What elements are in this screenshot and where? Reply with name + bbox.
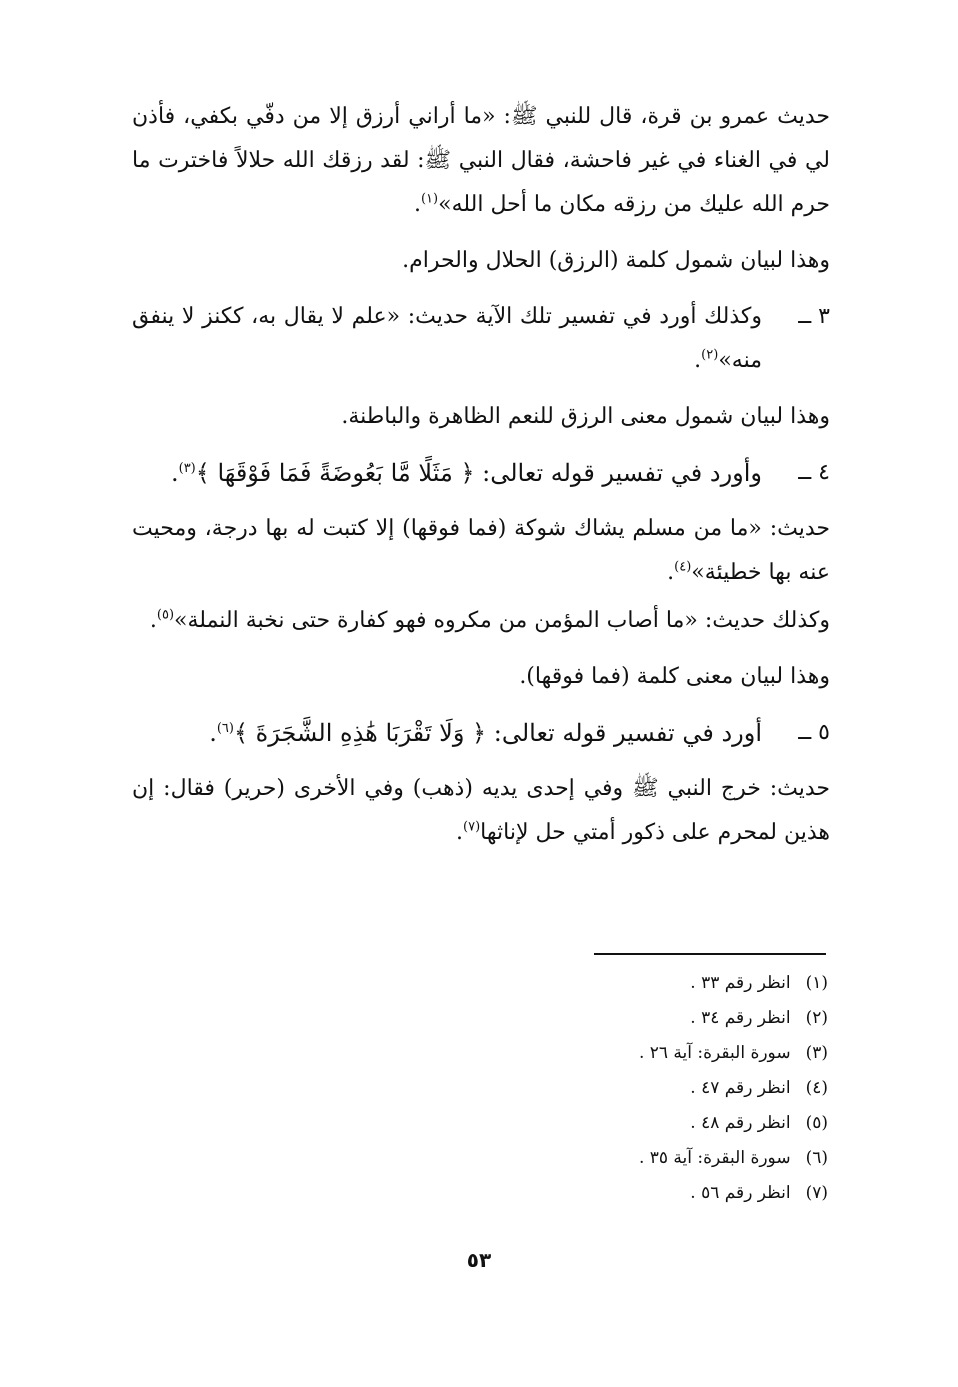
- paragraph-hadith-shawka: [132, 507, 830, 595]
- paragraph-end: .: [456, 820, 464, 845]
- footnote-item: [428, 966, 828, 1001]
- paragraph-rizq-niam: وهذا لبيان شمول معنى الرزق للنعم الظاهرة والباطنة.: [341, 404, 830, 429]
- list-item-3: [132, 295, 830, 383]
- footnote-ref-1: (١): [420, 191, 439, 207]
- list-item-5: [132, 711, 830, 755]
- footnote-text: سورة البقرة: آية ٣٥ .: [638, 1148, 791, 1168]
- footnote-number: (٥): [805, 1113, 828, 1133]
- item-end: .: [694, 348, 702, 373]
- footnote-text: انظر رقم ٣٣ .: [690, 973, 791, 993]
- item-end: .: [170, 459, 179, 487]
- footnote-ref-5: (٥): [156, 607, 175, 623]
- footnote-ref-3: (٣): [178, 461, 196, 476]
- footnote-text: انظر رقم ٤٧ .: [690, 1078, 791, 1098]
- footnote-text: انظر رقم ٣٤ .: [690, 1008, 791, 1028]
- item-text: [132, 295, 762, 383]
- item-end: .: [209, 719, 217, 747]
- footnote-number: (٢): [805, 1008, 828, 1028]
- item-body: وكذلك أورد في تفسير تلك الآية حديث: «علم لا يقال به، ككنز لا ينفق منه»: [132, 304, 762, 373]
- footnote-number: (٦): [805, 1148, 828, 1168]
- footnote-item: [428, 1071, 828, 1106]
- item-number: ٥ ــ: [798, 720, 830, 745]
- footnote-item: [428, 1106, 828, 1141]
- paragraph-hadith-gold-silk: [132, 767, 830, 855]
- paragraph-text: حديث: خرج النبي ﷺ وفي إحدى يديه (ذهب) وفي الأخرى (حرير) فقال: إن هذين لمحرم على ذكور أمتي حل لإناثها: [132, 776, 830, 845]
- footnote-item: [428, 1176, 828, 1211]
- paragraph-end: .: [667, 560, 675, 585]
- footnote-item: [428, 1036, 828, 1071]
- footnote-ref-7: (٧): [463, 819, 481, 835]
- paragraph-end: .: [149, 608, 157, 633]
- item-body: أورد في تفسير قوله تعالى: ﴿ وَلَا تَقْرَبَا هَٰذِهِ الشَّجَرَةَ ﴾: [233, 719, 762, 747]
- footnotes-list: [428, 966, 828, 1211]
- item-text: [132, 711, 762, 755]
- paragraph-hadith-kaffara: [132, 599, 830, 643]
- main-text: [132, 95, 830, 867]
- footnote-number: (١): [805, 973, 828, 993]
- paragraph-rizq-halal-haram: وهذا لبيان شمول كلمة (الرزق) الحلال والحرام.: [402, 248, 830, 273]
- paragraph-text: حديث: «ما من مسلم يشاك شوكة (فما فوقها) إلا كتبت له بها درجة، ومحيت عنه بها خطيئة»: [132, 516, 830, 585]
- footnote-number: (٣): [805, 1043, 828, 1063]
- item-text: [132, 451, 762, 495]
- footnote-ref-4: (٤): [674, 559, 692, 575]
- item-number: ٤ ــ: [798, 460, 830, 485]
- paragraph-fama-fawqaha: وهذا لبيان معنى كلمة (فما فوقها).: [519, 664, 830, 689]
- footnote-item: [428, 1141, 828, 1176]
- paragraph-end: .: [413, 192, 421, 217]
- paragraph-text: وكذلك حديث: «ما أصاب المؤمن من مكروه فهو كفارة حتى نخبة النملة»: [174, 608, 830, 633]
- list-item-4: [132, 451, 830, 495]
- footnote-divider: [594, 953, 826, 955]
- item-body: وأورد في تفسير قوله تعالى: ﴿ مَثَلًا مَّا بَعُوضَةً فَمَا فَوْقَهَا ﴾: [195, 459, 762, 487]
- footnote-ref-2: (٢): [701, 347, 719, 363]
- footnote-number: (٤): [805, 1078, 828, 1098]
- footnote-text: انظر رقم ٤٨ .: [690, 1113, 791, 1133]
- footnote-number: (٧): [805, 1183, 828, 1203]
- footnote-ref-6: (٦): [216, 721, 234, 736]
- paragraph-text: حديث عمرو بن قرة، قال للنبي ﷺ: «ما أراني أرزق إلا من دفّي بكفي، فأذن لي في الغناء في غير فاحشة، فقال النبي ﷺ: لقد رزقك الله حلالاً فاخترت ما حرم الله عليك من رزقه مكان ما أحل الله»: [132, 104, 830, 217]
- footnote-text: سورة البقرة: آية ٢٦ .: [638, 1043, 791, 1063]
- item-number: ٣ ــ: [798, 304, 830, 329]
- page-number: ٥٣: [466, 1248, 492, 1272]
- paragraph-hadith-amr: [132, 95, 830, 227]
- footnote-item: [428, 1001, 828, 1036]
- footnote-text: انظر رقم ٥٦ .: [690, 1183, 791, 1203]
